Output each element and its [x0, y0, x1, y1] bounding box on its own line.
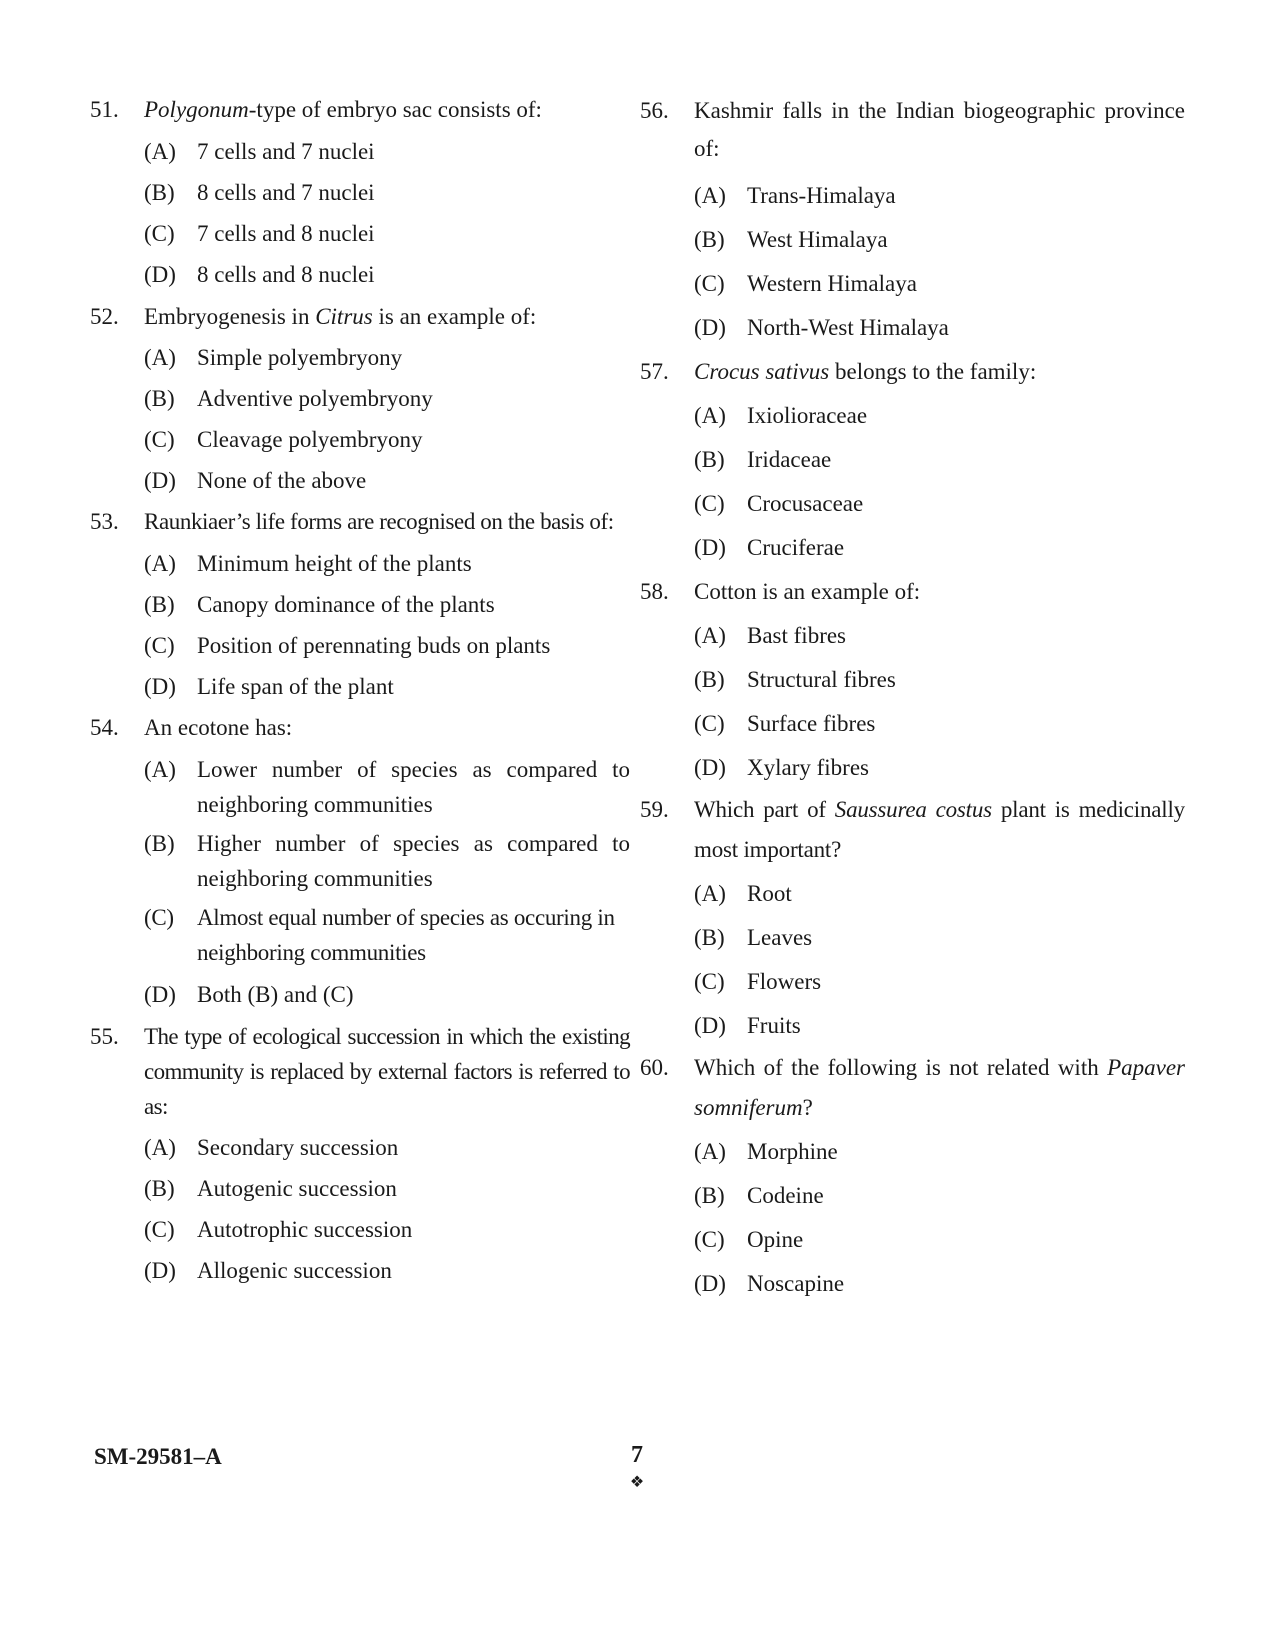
option-60-a: (A) Morphine	[694, 1139, 838, 1164]
question-stem: The type of ecological succession in which the existing community is replaced by external factors is referred to as:	[144, 1024, 630, 1119]
question-number: 58.	[640, 579, 669, 604]
option-57-d: (D) Cruciferae	[694, 535, 845, 560]
option-59-d: (D) Fruits	[694, 1013, 801, 1038]
question-58	[640, 570, 1185, 614]
option-59-c: (C) Flowers	[694, 969, 822, 994]
question-number: 60.	[640, 1055, 669, 1080]
question-53	[90, 501, 630, 543]
question-51	[90, 92, 630, 128]
question-stem: Which part of Saussurea costus plant is medicinally most important?	[694, 797, 1185, 862]
option-57-a: (A) Ixiolioraceae	[694, 403, 868, 428]
paper-code: SM-29581–A	[94, 1444, 222, 1469]
option-54-b: (B) Higher number of species as compared to neighboring communities	[144, 831, 630, 891]
question-57	[640, 350, 1185, 394]
option-60-b: (B) Codeine	[694, 1183, 824, 1208]
left-column	[90, 92, 630, 1291]
option-52-c: (C) Cleavage polyembryony	[144, 427, 423, 452]
question-stem: Embryogenesis in Citrus is an example of:	[144, 304, 537, 329]
option-51-b: (B) 8 cells and 7 nuclei	[144, 180, 375, 205]
option-53-b: (B) Canopy dominance of the plants	[144, 592, 495, 617]
question-stem: Kashmir falls in the Indian biogeographic province of:	[694, 98, 1185, 161]
right-column	[640, 92, 1185, 1306]
question-stem: Raunkiaer’s life forms are recognised on the basis of:	[144, 509, 614, 534]
option-56-c: (C) Western Himalaya	[694, 271, 917, 296]
option-54-a: (A) Lower number of species as compared to neighboring communities	[144, 757, 630, 817]
option-55-a: (A) Secondary succession	[144, 1135, 399, 1160]
option-57-c: (C) Crocusaceae	[694, 491, 864, 516]
option-60-d: (D) Noscapine	[694, 1271, 845, 1296]
question-55	[90, 1019, 630, 1124]
option-58-a: (A) Bast fibres	[694, 623, 847, 648]
option-51-c: (C) 7 cells and 8 nuclei	[144, 221, 375, 246]
question-number: 59.	[640, 797, 669, 822]
page-number: 7	[631, 1442, 643, 1468]
option-55-d: (D) Allogenic succession	[144, 1258, 392, 1283]
question-54	[90, 707, 630, 749]
option-53-c: (C) Position of perennating buds on plants	[144, 633, 551, 658]
option-58-b: (B) Structural fibres	[694, 667, 896, 692]
option-56-a: (A) Trans-Himalaya	[694, 183, 896, 208]
option-53-d: (D) Life span of the plant	[144, 674, 394, 699]
question-stem: Crocus sativus belongs to the family:	[694, 359, 1037, 384]
option-51-a: (A) 7 cells and 7 nuclei	[144, 139, 375, 164]
question-stem: Polygonum-type of embryo sac consists of:	[144, 97, 542, 122]
option-55-c: (C) Autotrophic succession	[144, 1217, 413, 1242]
question-number: 53.	[90, 509, 119, 534]
option-56-d: (D) North-West Himalaya	[694, 315, 949, 340]
ornament-icon: ❖	[629, 1474, 645, 1491]
option-60-c: (C) Opine	[694, 1227, 804, 1252]
option-52-d: (D) None of the above	[144, 468, 367, 493]
question-number: 57.	[640, 359, 669, 384]
option-54-c: (C) Almost equal number of species as occuring in neighboring communities	[144, 905, 615, 965]
option-59-a: (A) Root	[694, 881, 792, 906]
question-56	[640, 92, 1185, 168]
question-60	[640, 1048, 1185, 1128]
option-58-c: (C) Surface fibres	[694, 711, 876, 736]
question-52	[90, 296, 630, 337]
option-52-a: (A) Simple polyembryony	[144, 345, 403, 370]
option-59-b: (B) Leaves	[694, 925, 813, 950]
question-59	[640, 790, 1185, 870]
option-54-d: (D) Both (B) and (C)	[144, 982, 354, 1007]
option-57-b: (B) Iridaceae	[694, 447, 832, 472]
option-56-b: (B) West Himalaya	[694, 227, 888, 252]
option-51-d: (D) 8 cells and 8 nuclei	[144, 262, 375, 287]
option-52-b: (B) Adventive polyembryony	[144, 386, 433, 411]
option-55-b: (B) Autogenic succession	[144, 1176, 397, 1201]
option-58-d: (D) Xylary fibres	[694, 755, 869, 780]
question-number: 55.	[90, 1024, 119, 1049]
question-number: 52.	[90, 304, 119, 329]
question-stem: Which of the following is not related with Papaver somniferum?	[694, 1055, 1185, 1120]
question-number: 51.	[90, 97, 119, 122]
question-number: 54.	[90, 715, 119, 740]
question-number: 56.	[640, 98, 669, 123]
question-stem: Cotton is an example of:	[694, 579, 921, 604]
option-53-a: (A) Minimum height of the plants	[144, 551, 472, 576]
question-stem: An ecotone has:	[144, 715, 293, 740]
